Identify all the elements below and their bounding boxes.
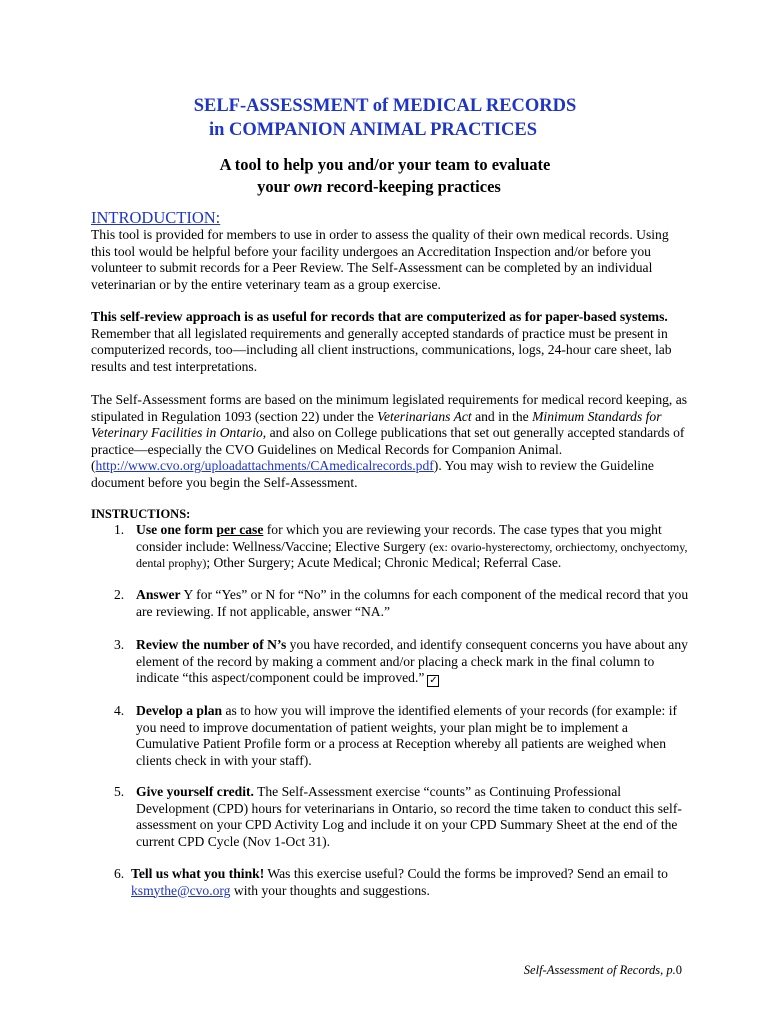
item-lead: Give yourself credit. xyxy=(136,784,254,799)
item-number: 3. xyxy=(114,637,125,652)
item-number: 2. xyxy=(114,587,125,602)
item-number: 1. xyxy=(114,522,125,537)
p3-text-d: ). You may wish to review the Guideline document before you begin the Self-Assessment. xyxy=(91,458,654,490)
item-text: Y for “Yes” or N for “No” in the columns for each component of the medical record that you are reviewing. If not applicable, answer “NA.” xyxy=(136,587,689,619)
title-line-1: SELF-ASSESSMENT of MEDICAL RECORDS xyxy=(193,96,577,116)
subtitle-line-2-post: record-keeping practices xyxy=(322,177,501,196)
intro-paragraph-3 xyxy=(91,392,691,492)
subtitle-line-1: A tool to help you and/or your team to evaluate xyxy=(219,155,551,174)
instruction-item-6 xyxy=(91,866,691,899)
item-number: 6. xyxy=(114,866,125,881)
subtitle-line-2-pre: your xyxy=(257,177,294,196)
item-text: The Self-Assessment exercise “counts” as Continuing Professional Development (CPD) hours for veterinarians in Ontario, so record the time taken to conduct this self-assessment on your CPD Activity Log and include it on your CPD Summary Sheet at the end of the current CPD Cycle (Nov 1-Oct 31). xyxy=(136,784,682,849)
intro-paragraph-2 xyxy=(91,309,691,375)
item-text: for which you are reviewing your records. The case types that you might consider include: Wellness/Vaccine; Elective Surgery xyxy=(136,522,662,554)
checkbox-icon: ✓ xyxy=(429,675,438,687)
introduction-heading: INTRODUCTION: xyxy=(91,208,221,227)
item-text: Was this exercise useful? Could the forms be improved? Send an email to xyxy=(264,866,668,881)
item-lead-underlined: per case xyxy=(216,522,264,537)
item-lead: Develop a plan xyxy=(136,703,223,718)
document-title xyxy=(0,94,770,142)
veterinarians-act-title: Veterinarians Act xyxy=(377,408,472,424)
intro-paragraph-2-bold: This self-review approach is as useful for records that are computerized as for paper-based systems. xyxy=(91,309,668,324)
subtitle-line-2 xyxy=(0,176,770,198)
p3-text-b: and in the xyxy=(471,408,533,424)
item-tail: with your thoughts and suggestions. xyxy=(230,882,430,898)
instruction-item-2 xyxy=(91,587,691,620)
minimum-standards-title: Minimum Standards for Veterinary Facilities in Ontario xyxy=(91,408,662,441)
intro-paragraph-1: This tool is provided for members to use in order to assess the quality of their own medical records. Using this tool would be helpful before your facility undergoes an Accreditation Inspection and/or before you volunteer to submit records for a Peer Review. The Self-Assessment can be completed by an individual veterinarian or by the entire veterinary team as a group exercise. xyxy=(91,227,669,292)
instruction-item-1 xyxy=(91,522,691,572)
footer-label: Self-Assessment of Records, p. xyxy=(523,963,676,977)
document-subtitle xyxy=(0,154,770,198)
instruction-item-4 xyxy=(91,703,691,769)
item-lead: Review the number of N’s xyxy=(136,637,287,652)
item-text: as to how you will improve the identified elements of your records (for example: if you need to improve documentation of patient weights, your plan might be to implement a Cumulative Patient Profile form or a process at Reception whereby all patients are weighed when clients check in with your staff). xyxy=(136,703,677,768)
page-footer xyxy=(524,963,682,978)
item-lead: Tell us what you think! xyxy=(131,866,265,881)
item-text: you have recorded, and identify consequent concerns you have about any element of the record by making a comment and/or placing a check mark in the final column to indicate “this aspect/component could be improved.” xyxy=(136,637,688,686)
guidelines-link[interactable]: http://www.cvo.org/uploadattachments/CAmedicalrecords.pdf xyxy=(95,458,434,474)
item-lead: Answer xyxy=(136,587,181,602)
instruction-item-5 xyxy=(91,784,691,850)
item-lead: Use one form xyxy=(136,522,217,537)
item-tail: ; Other Surgery; Acute Medical; Chronic Medical; Referral Case. xyxy=(206,555,562,571)
subtitle-emphasis: own xyxy=(293,177,323,196)
instructions-heading: INSTRUCTIONS: xyxy=(91,507,191,521)
instruction-item-3 xyxy=(91,637,691,687)
item-number: 4. xyxy=(114,703,125,718)
intro-paragraph-2-rest: Remember that all legislated requirements and generally accepted standards of practice must be present in computerized records, too—including all client instructions, communications, logs, 24-hour care sheet, lab results and test interpretations. xyxy=(91,325,672,374)
page-number: 0 xyxy=(675,963,682,977)
title-line-2: in COMPANION ANIMAL PRACTICES xyxy=(208,120,538,140)
p3-text-c: , and also on College publications that set out generally accepted standards of practice—especially the CVO Guidelines on Medical Records for Companion Animal. ( xyxy=(91,425,685,474)
email-link[interactable]: ksmythe@cvo.org xyxy=(131,882,231,898)
item-number: 5. xyxy=(114,784,125,799)
item-small-text: (ex: ovario-hysterectomy, orchiectomy, onchyectomy, dental prophy) xyxy=(136,539,688,571)
p3-text-a: The Self-Assessment forms are based on the minimum legislated requirements for medical record keeping, as stipulated in Regulation 1093 (section 22) under the xyxy=(91,392,688,424)
